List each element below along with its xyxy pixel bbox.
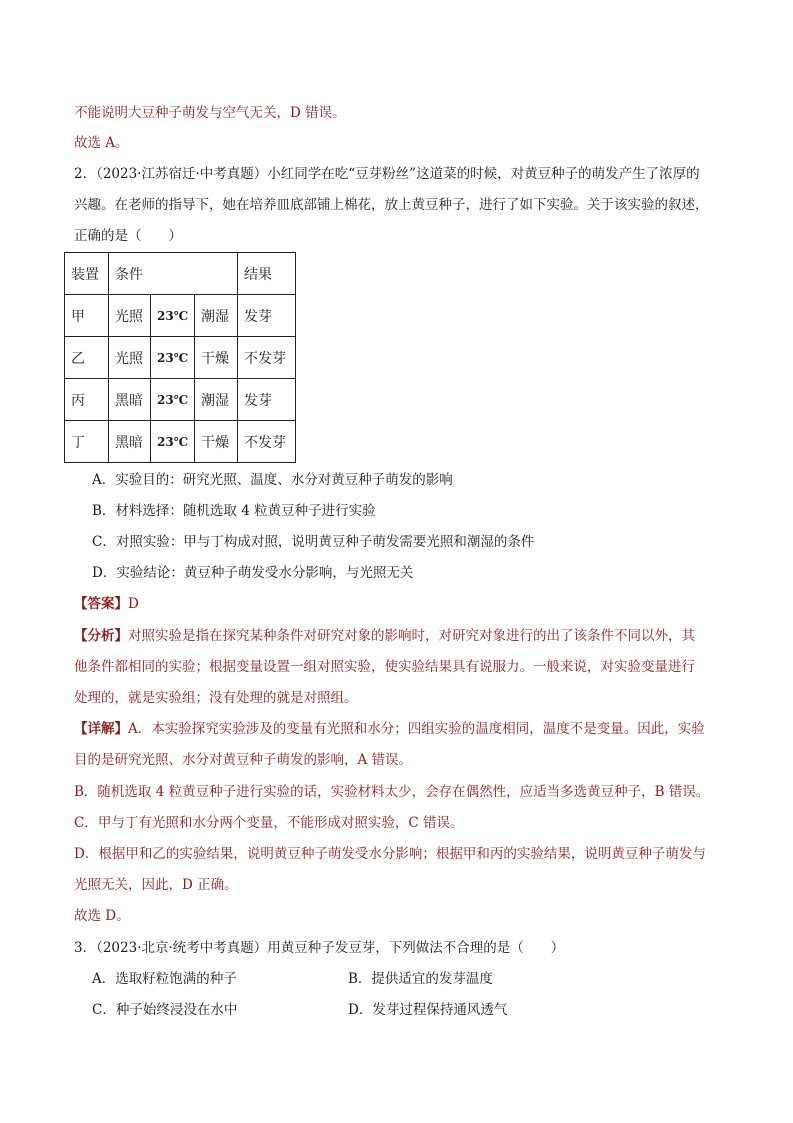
table-cell: 丁 — [65, 421, 109, 463]
answer-tag: 【答案】 — [74, 596, 128, 612]
experiment-table — [64, 252, 296, 463]
detail-text: A．本实验探究实验涉及的变量有光照和水分；四组实验的温度相同，温度不是变量。因此，实验 — [128, 721, 705, 737]
table-cell: 发芽 — [238, 379, 296, 421]
q2-stem-line-2: 兴趣。在老师的指导下，她在培养皿底部铺上棉花，放上黄豆种子，进行了如下实验。关于该实验的叙述， — [74, 197, 709, 213]
q2-option-d: D．实验结论：黄豆种子萌发受水分影响，与光照无关 — [92, 565, 414, 581]
q2-stem-line-1: 2．（2023·江苏宿迁·中考真题）小红同学在吃“豆芽粉丝”这道菜的时候，对黄豆种子的萌发产生了浓厚的 — [74, 166, 700, 182]
q2-analysis-line-3: 处理的，就是实验组；没有处理的就是对照组。 — [74, 690, 358, 706]
q2-analysis-line-2: 他条件都相同的实验；根据变量设置一组对照实验，使实验结果具有说服力。一般来说，对实验变量进行 — [74, 659, 695, 675]
q2-detail-line-6: 光照无关，因此，D 正确。 — [74, 877, 238, 893]
q2-option-a: A．实验目的：研究光照、温度、水分对黄豆种子萌发的影响 — [92, 472, 453, 488]
prev-explanation-line: 不能说明大豆种子萌发与空气无关，D 错误。 — [74, 105, 346, 121]
q3-option-b: B．提供适宜的发芽温度 — [348, 971, 493, 987]
q2-option-c: C．对照实验：甲与丁构成对照，说明黄豆种子萌发需要光照和潮湿的条件 — [92, 534, 535, 550]
q2-option-b: B．材料选择：随机选取 4 粒黄豆种子进行实验 — [92, 503, 376, 519]
table-cell: 乙 — [65, 337, 109, 379]
q2-detail-line-3: B．随机选取 4 粒黄豆种子进行实验的话，实验材料太少，会存在偶然性，应适当多选黄豆种子，B 错误。 — [74, 784, 710, 800]
table-row — [65, 295, 296, 337]
q3-stem: 3．（2023·北京·统考中考真题）用黄豆种子发豆芽，下列做法不合理的是（ ） — [74, 940, 565, 956]
table-cell: 23℃ — [151, 337, 195, 379]
q3-option-d: D．发芽过程保持通风透气 — [348, 1002, 508, 1018]
table-cell: 干燥 — [195, 337, 238, 379]
q2-detail-line-5: D．根据甲和乙的实验结果，说明黄豆种子萌发受水分影响；根据甲和丙的实验结果，说明黄豆种子萌发与 — [74, 846, 706, 862]
q2-detail-line-7: 故选 D。 — [74, 908, 130, 924]
table-cell: 干燥 — [195, 421, 238, 463]
q2-answer-line — [74, 594, 139, 614]
analysis-tag: 【分析】 — [74, 628, 128, 644]
table-cell: 23℃ — [151, 295, 195, 337]
q3-option-c: C．种子始终浸没在水中 — [92, 1002, 238, 1018]
table-cell: 黑暗 — [109, 379, 151, 421]
table-cell: 丙 — [65, 379, 109, 421]
q3-option-a: A．选取籽粒饱满的种子 — [92, 971, 237, 987]
header-result: 结果 — [238, 253, 296, 295]
q2-detail-line-1 — [74, 719, 705, 739]
q2-detail-line-2: 目的是研究光照、水分对黄豆种子萌发的影响，A 错误。 — [74, 752, 413, 768]
table-row — [65, 421, 296, 463]
analysis-text: 对照实验是指在探究某种条件对研究对象的影响时，对研究对象进行的出了该条件不同以外，其 — [128, 628, 695, 644]
q2-stem-line-3: 正确的是（ ） — [74, 228, 182, 244]
q2-detail-line-4: C．甲与丁有光照和水分两个变量，不能形成对照实验，C 错误。 — [74, 815, 464, 831]
table-cell: 发芽 — [238, 295, 296, 337]
detail-tag: 【详解】 — [74, 721, 128, 737]
table-cell: 23℃ — [151, 421, 195, 463]
q2-analysis-line-1 — [74, 626, 695, 646]
table-cell: 黑暗 — [109, 421, 151, 463]
table-row — [65, 337, 296, 379]
table-cell: 不发芽 — [238, 421, 296, 463]
table-cell: 光照 — [109, 337, 151, 379]
header-device: 装置 — [65, 253, 109, 295]
table-header-row — [65, 253, 296, 295]
table-row — [65, 379, 296, 421]
table-cell: 甲 — [65, 295, 109, 337]
prev-choice-line: 故选 A。 — [74, 135, 129, 151]
table-cell: 光照 — [109, 295, 151, 337]
table-cell: 不发芽 — [238, 337, 296, 379]
table-cell: 23℃ — [151, 379, 195, 421]
table-cell: 潮湿 — [195, 379, 238, 421]
header-condition: 条件 — [109, 253, 238, 295]
answer-value: D — [128, 596, 139, 612]
table-cell: 潮湿 — [195, 295, 238, 337]
